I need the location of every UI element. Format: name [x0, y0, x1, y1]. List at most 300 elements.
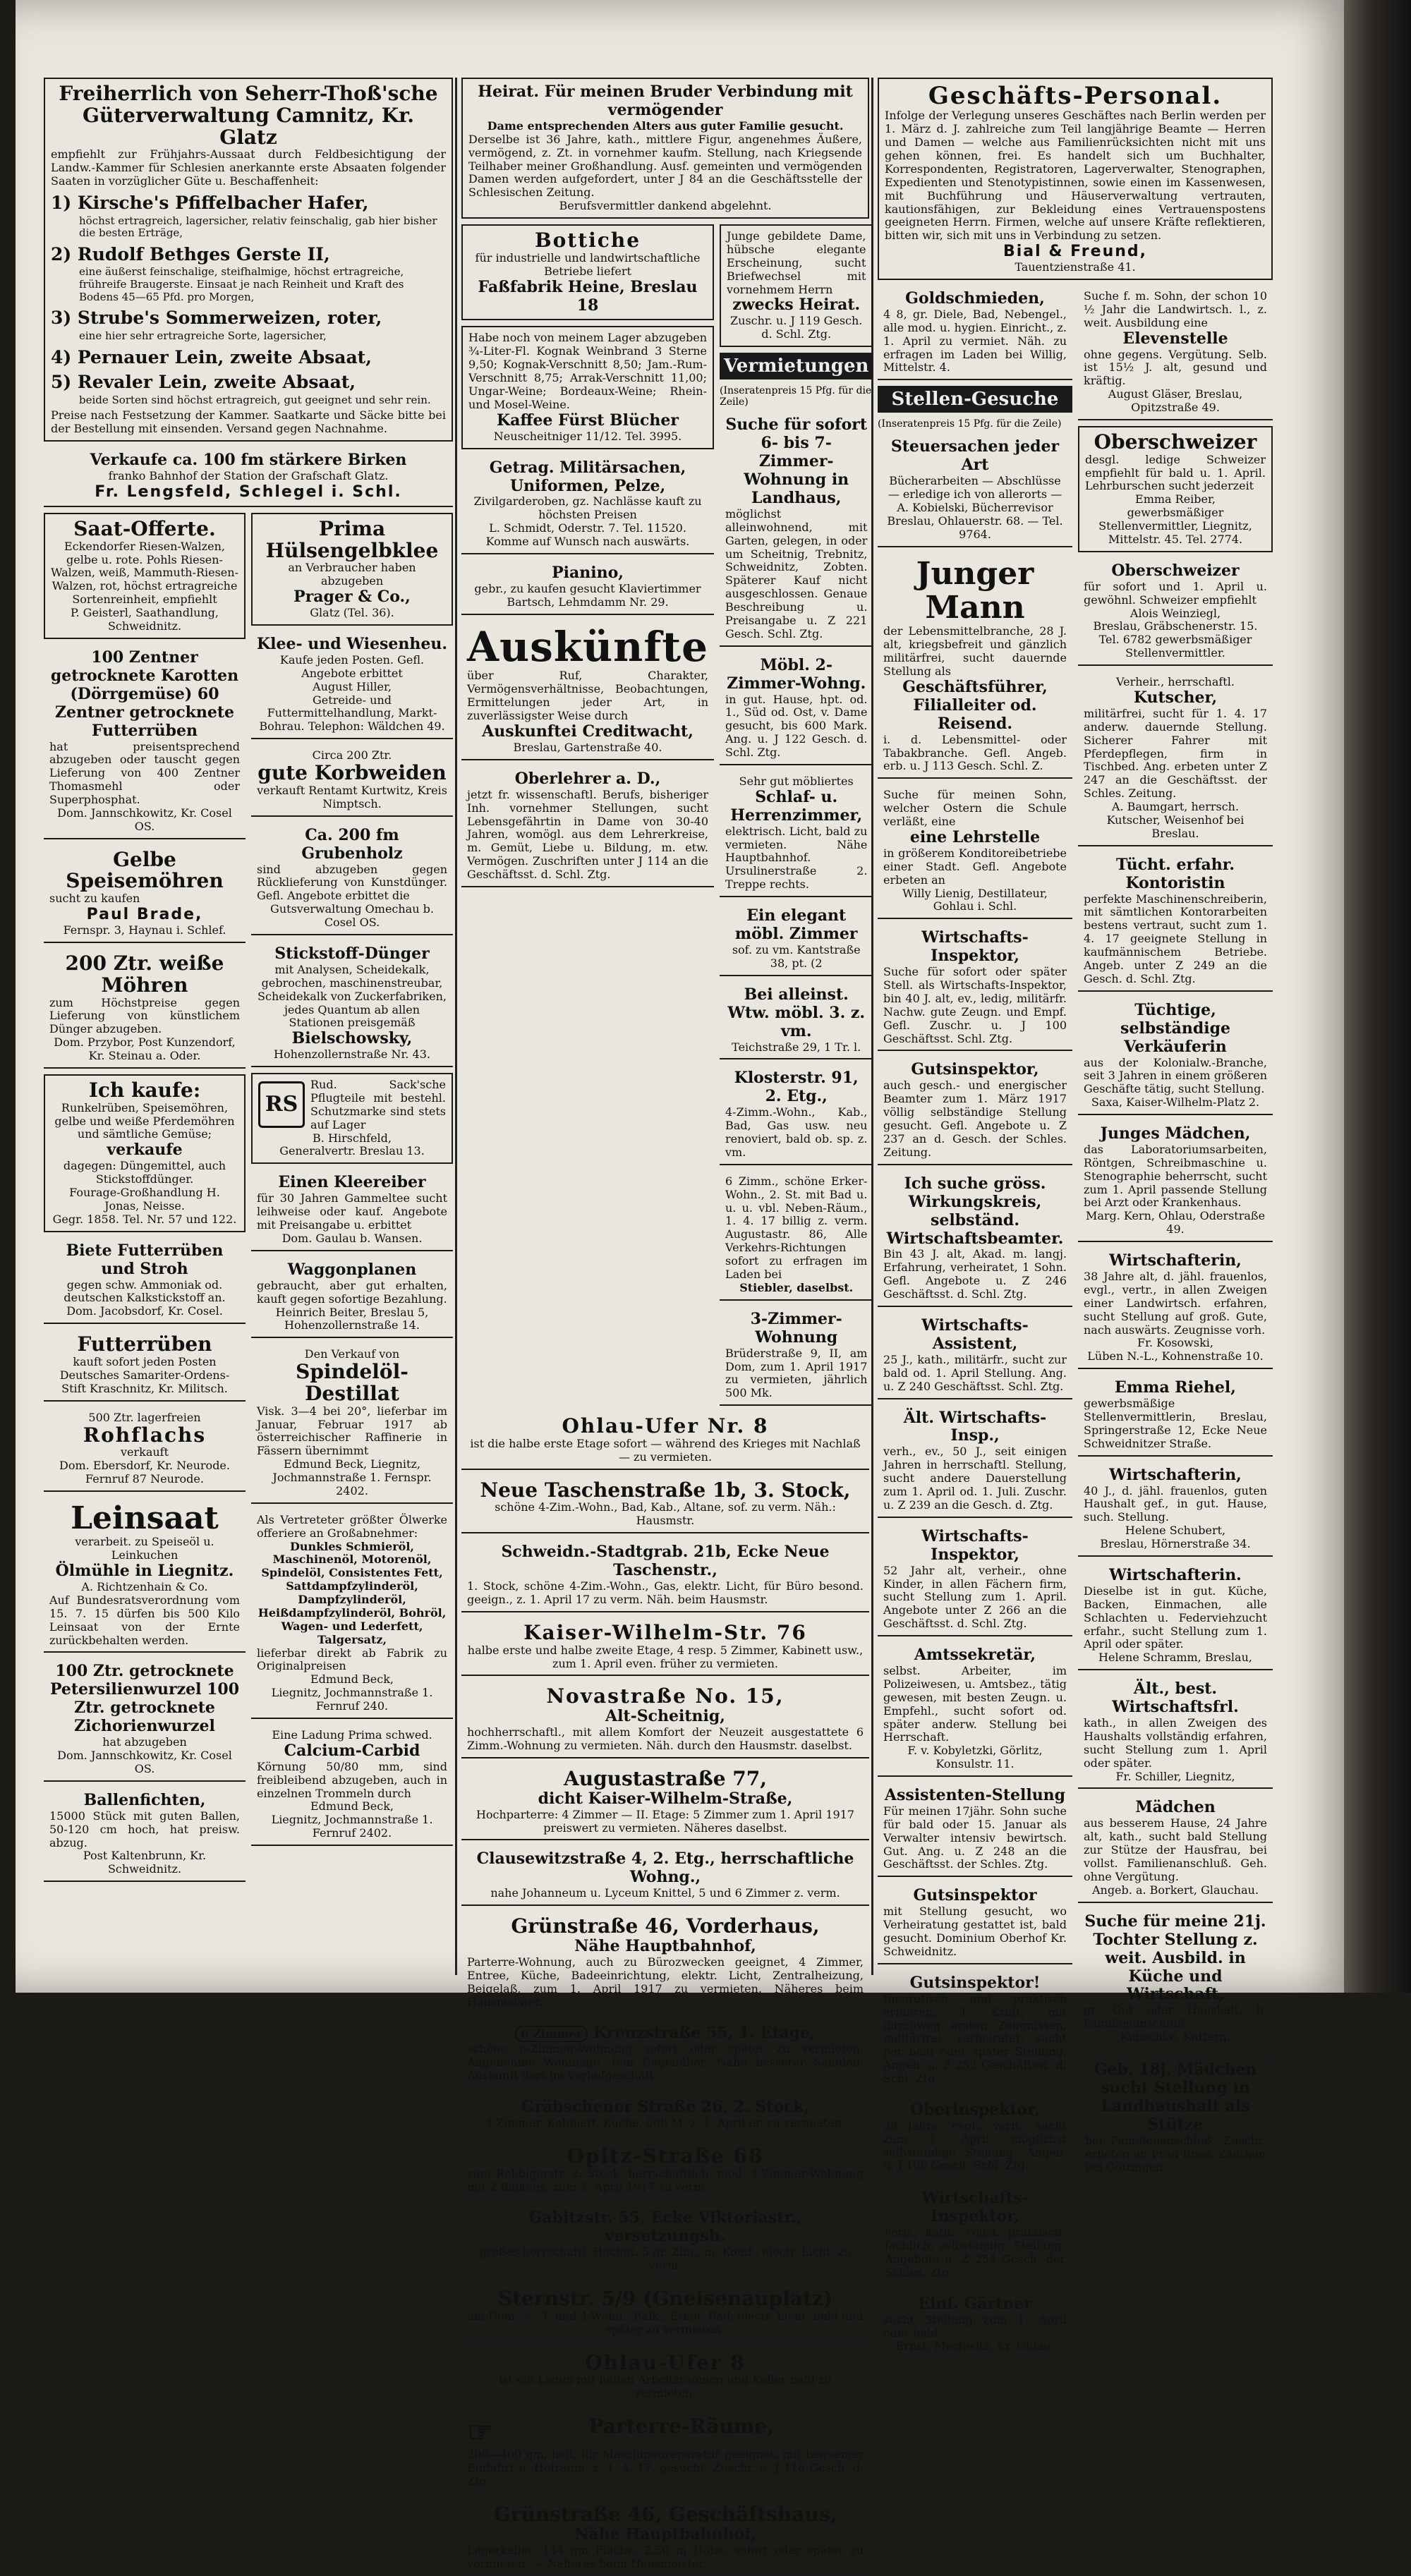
ad-title: Elevenstelle	[1122, 329, 1228, 348]
ad-title: Rohflachs	[83, 1423, 207, 1447]
ad-elegant	[720, 903, 873, 976]
ad-footer: Berufsvermittler dankend abgelehnt.	[559, 199, 772, 213]
list-item: 5) Revaler Lein, zweite Absaat,	[51, 372, 356, 393]
ad-body: kauft sofort jeden Posten Deutsches Samariter-Ordens-Stift Kraschnitz, Kr. Militsch.	[59, 1355, 230, 1395]
ad-body: mit Stellung gesucht, wo Verheiratung gestattet ist, bald gesucht. Dominium Oberhof Kr. Schweidnitz.	[883, 1904, 1067, 1958]
ad-gutsinsp2	[878, 1883, 1072, 1964]
ad-saat	[44, 513, 246, 639]
ad-body: i. d. Lebensmittel- oder Tabakbranche. Gefl. Angeb. erb. u. J 113 Gesch. Schl. Z.	[883, 732, 1067, 773]
ad-body: möglichst alleinwohnend, mit Garten, gelegen, in oder um Scheitnig, Trebnitz, Schweidnitz, Zobten. Späterer Kauf nicht ausgeschlossen. Genaue Beschreibung u. Preisangabe u. Z 221 Gesch. Schl. Ztg.	[725, 506, 868, 640]
ad-title: Sternstr. 5/9 (Gneisenauplatz)	[497, 2287, 833, 2311]
ad-body: gr. Gut oder Haushalt, b. Familienanschluß.	[1084, 2003, 1267, 2031]
ad-gruen1	[461, 1912, 869, 2015]
ad-body: bei Familienanschluß. Zuschr. erbeten an Frau Rose, Zanthen bei Göttingen.	[1085, 2133, 1266, 2174]
ad-body: Brüderstraße 9, II, am Dom, zum 1. April 1917 zu vermieten, jährlich 500 Mk.	[725, 1346, 868, 1400]
ad-body: Für meinen 17jähr. Sohn suche für bald oder 15. Januar als Verwalter intensiv bewirtsch. Gut. Ang. u. Z 248 an die Geschäftsst. der Schles. Ztg.	[883, 1804, 1067, 1871]
ad-body: Dieselbe ist in gut. Küche, Backen, Einmachen, alle Schlachten u. Federviehzucht erfahr., sucht Stellung zum 1. April oder später.	[1084, 1584, 1267, 1651]
ad-body: 15000 Stück mit guten Ballen, 50-120 cm hoch, hat preisw. abzug.	[49, 1809, 240, 1849]
ad-place: Breslau, Gräbschenerstr. 15. Tel. 6782 gewerbsmäßiger Stellenvermittler.	[1093, 619, 1258, 660]
ad-body: perfekte Maschinenschreiberin, mit sämtlichen Kontorarbeiten bestens vertraut, sucht zum 1. 4. 17 geeignete Stellung in kaufmännischem Betriebe. Angeb. unter Z 249 an die Gesch. d. Schl. Ztg.	[1084, 892, 1267, 985]
ad-carbid	[251, 1725, 453, 1846]
ad-kaiser	[461, 1618, 869, 1677]
ad-title: Spindelöl-Destillat	[296, 1360, 408, 1405]
ad-title: Calcium-Carbid	[284, 1741, 420, 1760]
ad-body: Zivilgarderoben, gz. Nachlässe kauft zu höchsten Preisen	[473, 494, 702, 522]
ad-footer: Preise nach Festsetzung der Kammer. Saatkarte und Säcke bitte bei der Bestellung mit einsenden. Versand gegen Nachnahme.	[51, 408, 446, 436]
ad-rohflachs	[44, 1407, 246, 1492]
ad-body: in größerem Konditoreibetriebe einer Stadt. Gefl. Angebote erbeten an	[883, 846, 1067, 887]
ad-top: Sehr gut möbliertes	[739, 774, 854, 788]
ad-body: hochherrschaftl., mit allem Komfort der Neuzeit ausgestattete 6 Zimm.-Wohnung zu vermieten. Näh. durch den Hausmstr. daselbst.	[467, 1725, 864, 1753]
ad-body: schöne 6-Zimmer-Wohnung sofort oder später zu vermieten. Angenehme Wohnlage, fein Gegenüber, Nähe besserer Schulen. Auskunft dort im Vorhofgeschäft.	[467, 2042, 864, 2083]
column-3	[878, 78, 1273, 2353]
ad-body: dagegen: Düngemittel, auch Stickstoffdünger.	[63, 1159, 226, 1186]
ad-wirt2	[878, 1524, 1072, 1636]
ad-title: Clausewitzstraße 4, 2. Etg., herrschaftliche Wohng.,	[476, 1849, 854, 1887]
ad-sub: zwecks Heirat.	[732, 296, 861, 315]
ad-name: Emma Reiber,	[1135, 492, 1216, 506]
ad-geb	[1078, 2055, 1273, 2180]
ad-name: Fr. Schiller, Liegnitz,	[1115, 1769, 1235, 1783]
ad-title: Novastraße No. 15,	[546, 1684, 785, 1708]
ad-name: P. Geisterl, Saathandlung, Schweidnitz.	[70, 606, 219, 633]
ad-body: verkauft	[120, 1445, 169, 1459]
ad-body: gebraucht, aber gut erhalten, kauft gegen sofortige Bezahlung.	[257, 1278, 447, 1306]
ad-title: Bei alleinst. Wtw. möbl. 3. z. vm.	[727, 985, 866, 1040]
ad-body: zum Höchstpreise gegen Lieferung von künstlichem Dünger abzugeben.	[49, 995, 240, 1036]
seed-list	[51, 193, 446, 406]
ad-title: Ohlau-Ufer 8	[585, 2350, 746, 2374]
ad-title	[467, 2024, 864, 2043]
ad-row	[44, 513, 453, 1888]
ad-name: Angeb. a. Borkert, Glauchau.	[1091, 1883, 1259, 1897]
ad-place: Tauentzienstraße 41.	[1015, 260, 1136, 274]
ad-belt	[1078, 1676, 1273, 1789]
ad-row	[461, 224, 872, 1411]
ad-junge	[720, 224, 873, 347]
ad-title: Junger Mann	[916, 555, 1034, 626]
newspaper-page	[16, 0, 1356, 2570]
ad-clausewitz	[461, 1846, 869, 1906]
ad-gabitz	[461, 2205, 869, 2278]
ad-body: 6 Zimm., schöne Erker-Wohn., 2. St. mit Bad u. u. u. vbl. Neben-Räum., 1. 4. 17 billig z. verm. Augustastr. 86, Alle Verkehrs-Richtungen sofort zu erfragen im Laden bei	[725, 1174, 868, 1281]
ad-karotten	[44, 645, 246, 839]
ad-title: eine Lehrstelle	[909, 827, 1041, 846]
ad-maedchen1	[1078, 1121, 1273, 1242]
ad-body: elektrisch. Licht, bald zu vermieten. Nähe Hauptbahnhof. Ursulinerstraße 2. Treppe rechts.	[725, 824, 868, 892]
ad-name: Helene Schramm, Breslau,	[1098, 1651, 1252, 1665]
ad-ballen	[44, 1787, 246, 1882]
ad-name: Dom. Gaulau b. Wansen.	[281, 1231, 423, 1245]
ad-name: Dom. Jannschkowitz, Kr. Cosel OS.	[57, 806, 232, 833]
ad-body: gebr., zu kaufen gesucht Klaviertimmer	[474, 581, 701, 595]
ad-title: Oberschweizer	[1111, 561, 1240, 580]
ad-bottiche	[461, 224, 714, 320]
ad-body: 38 Jahre alt, d. jähl. frauenlos, evgl., vertr., in allen Zweigen einer Landwirtsch. erfahren, sucht Stellung auf groß. Gute, nach auswärts. Zeugnisse vorh.	[1084, 1270, 1267, 1337]
ad-birken	[44, 447, 453, 507]
ad-name: Dom. Jacobsdorf, Kr. Cosel.	[66, 1304, 223, 1318]
ad-klee	[251, 631, 453, 739]
ad-body: großes herrschaftl. Hochpt. 5 gr. Zim., m. Komf., electr. Licht, zu verm.	[479, 2245, 852, 2273]
ad-body: ist die halbe erste Etage sofort — während des Krieges mit Nachlaß — zu vermieten.	[470, 1436, 861, 1464]
ad-title: Geschäfts-Personal.	[928, 82, 1223, 110]
ad-graeb	[461, 2094, 869, 2136]
ad-sub: Alt-Scheitnig,	[605, 1707, 725, 1726]
ad-name: August Hiller,	[313, 679, 392, 693]
ad-body: auch gesch.- und energischer Beamter zum 1. März 1917 völlig selbständige Stellung gesucht. Gefl. Angebote u. Z 237 an d. Gesch. der Schles. Zeitung.	[883, 1079, 1067, 1159]
ad-title-text: Parterre-Räume,	[588, 2414, 775, 2438]
ad-body: Eckendorfer Riesen-Walzen, gelbe u. rote. Pohls Riesen-Walzen, weiß, Mammuth-Riesen-Walzen, rot, höchst ertragreiche Sortenreinheit, empfiehlt	[51, 539, 238, 607]
ad-verkaeuferin	[1078, 997, 1273, 1115]
ad-body: für 30 Jahren Gammeltee sucht leihweise oder kauf. Angebote mit Preisangabe u. erbittet	[257, 1191, 447, 1232]
ad-place: Lüben N.-L., Kohnenstraße 10.	[1087, 1349, 1264, 1363]
ad-futterrueben	[44, 1330, 246, 1401]
ad-body: an Verbraucher haben abzugeben	[288, 561, 416, 588]
ad-waggon	[251, 1257, 453, 1338]
ad-wirtin2	[1078, 1462, 1273, 1557]
ad-title: Gutsinspektor,	[911, 1060, 1039, 1079]
ad-title: Einf. Gärtner	[918, 2294, 1032, 2313]
ad-body: 25 J., kath., militärfr., sucht zur bald od. 1. April Stellung. Ang. u. Z 240 Geschäftsst. Schl. Ztg.	[883, 1352, 1067, 1393]
ad-kloster	[720, 1065, 873, 1165]
ad-gruen2	[461, 2500, 869, 2576]
ad-title: Biete Futterrüben und Stroh	[66, 1241, 224, 1278]
ad-title: Waggonplanen	[287, 1260, 417, 1279]
ad-name: Paul Brade,	[86, 906, 203, 924]
ad-oberlehrer	[461, 766, 714, 887]
ad-name: Kunschke, Kattern.	[1120, 2030, 1230, 2044]
ad-title: Augustastraße 77,	[564, 1766, 767, 1790]
ad-title: Freiherrlich von Seherr-Thoß'sche Güterverwaltung Camnitz, Kr. Glatz	[59, 82, 438, 149]
ad-title: 100 Zentner getrocknete Karotten (Dörrgemüse) 60 Zentner getrocknete Futterrüben	[50, 648, 239, 740]
ad-title: Ich kaufe:	[88, 1078, 201, 1102]
ad-allein	[720, 982, 873, 1060]
ad-title: Grünstraße 46, Geschäftshaus,	[493, 2502, 837, 2526]
ad-title: Klee- und Wiesenheu.	[257, 635, 447, 654]
ad-name: F. v. Kobyletzki, Görlitz, Konsulstr. 11.	[907, 1744, 1043, 1771]
ad-opitz	[461, 2141, 869, 2200]
ad-spindel	[251, 1344, 453, 1504]
ad-body: verarbeit. zu Speiseöl u. Leinkuchen	[75, 1535, 214, 1562]
ad-gueterverwaltung	[44, 78, 453, 442]
ad-neue	[461, 1476, 869, 1534]
ad-ober1	[1078, 426, 1273, 552]
ad-name: Dom. Ebersdorf, Kr. Neurode.	[59, 1459, 230, 1473]
ad-name: Dom. Jannschkowitz, Kr. Cosel OS.	[57, 1749, 232, 1775]
ad-name: A. Kobielski, Bücherrevisor	[897, 500, 1053, 514]
ad-title: Schweidn.-Stadtgrab. 21b, Ecke Neue Taschenstr.,	[501, 1543, 830, 1580]
ad-prima	[251, 513, 453, 626]
ad-body: 300—400 qm, hell, für Maschinenreparatur geeignet, mit bequemer Einfahrt u. Hofraum, z. 1. 4. 17. gesucht. Zuschr. u. J 118 Gesch. d. Ztg.	[467, 2448, 864, 2489]
ad-top: Verheir., herrschaftl.	[1116, 675, 1235, 689]
ad-schlaf	[720, 771, 873, 897]
ad-title: Junges Mädchen,	[1100, 1124, 1251, 1143]
ad-tochter	[1078, 1909, 1273, 2050]
ad-title: Tücht. erfahr. Kontoristin	[1115, 855, 1235, 892]
ad-body: das Laboratoriumsarbeiten, Röntgen, Schreibmaschine u. Stenographie beherrscht, sucht zum 1. April passende Stellung bei Arzt oder Krankenhaus.	[1084, 1142, 1267, 1210]
ad-assist2	[878, 1782, 1072, 1877]
ad-name: Fr. Lengsfeld, Schlegel i. Schl.	[95, 482, 402, 501]
ad-body: sucht Stellung zum 1. April oder bald.	[883, 2312, 1067, 2340]
ad-wirt1	[878, 925, 1072, 1051]
ad-name: Heinrich Beiter, Breslau 5,	[275, 1305, 429, 1319]
ad-moehren	[44, 949, 246, 1069]
ad-name: L. Schmidt, Oderstr. 7. Tel. 11520.	[489, 521, 686, 535]
ad-name: Prager & Co.,	[293, 588, 411, 607]
ad-title: 100 Ztr. getrocknete Petersilienwurzel 100 Ztr. getrocknete Zichorienwurzel	[49, 1662, 240, 1736]
ad-title: Emma Riehel,	[1115, 1378, 1236, 1397]
ad-body: zum Rebbigerstr. 2. Stock, herrschaftlich. mod. 4-Zimmer-Wohnung mit 2 Balkons, zum 1. April 1917 zu verm.	[467, 2166, 864, 2194]
ad-body: Bin 43 J. alt, Akad. m. langj. Erfahrung, verheiratet, 1 Sohn. Gefl. Angebote u. Z 246 Geschäftsst. d. Schl. Ztg.	[883, 1247, 1067, 1301]
ad-top: Den Verkauf von	[304, 1347, 400, 1361]
column-rule	[455, 78, 457, 1975]
ad-title: Möbl. 2-Zimmer-Wohng.	[727, 655, 866, 693]
ad-name: Edmund Beck,	[310, 1672, 394, 1687]
ad-kaufe	[44, 1074, 246, 1232]
ad-name: Bial & Freund,	[1003, 243, 1148, 261]
binding-edge	[1344, 0, 1411, 1993]
ad-name: Edmund Beck,	[310, 1799, 394, 1813]
ad-title: Assistenten-Stellung	[884, 1786, 1066, 1805]
ad-body: 40 J., d. jähl. frauenlos, guten Haushalt gef., in gut. Hause, such. Stellung.	[1084, 1483, 1267, 1524]
ad-body: hat abzugeben	[102, 1735, 187, 1749]
ad-title: Kaiser-Wilhelm-Str. 76	[523, 1620, 807, 1644]
ad-title: Schlaf- u. Herrenzimmer,	[730, 787, 863, 825]
list-item: 1) Kirsche's Pfiffelbacher Hafer,	[51, 193, 369, 214]
list-item-desc: höchst ertragreich, lagersicher, relativ feinschalig, gab hier bisher die besten Erträge,	[79, 214, 437, 240]
ad-kreuz	[461, 2020, 869, 2089]
ad-body: desgl. ledige Schweizer empfiehlt für bald u. 1. April. Lehrburschen sucht jederzeit	[1085, 452, 1266, 493]
ad-nova	[461, 1682, 869, 1758]
ad-name: Bielschowsky,	[291, 1029, 413, 1048]
ad-title: Wirtschafterin,	[1109, 1465, 1242, 1484]
ad-title: Gabitzstr. 55, Ecke Viktoriastr., versetzungsh.	[528, 2209, 802, 2246]
ad-body: gegen schw. Ammoniak od. deutschen Kalkstickstoff an.	[63, 1277, 226, 1305]
ad-title: Gräbschener Straße 26, 2. Stock,	[521, 2098, 810, 2117]
ad-title-text: Kreuzstraße 55, 1. Etage,	[593, 2024, 816, 2043]
ad-body: Teichstraße 29, 1 Tr. l.	[732, 1040, 861, 1054]
ad-body: franko Bahnhof der Station der Grafschaft Glatz.	[108, 469, 389, 483]
ad-name: Faßfabrik Heine, Breslau 18	[478, 277, 698, 315]
ad-row	[878, 286, 1273, 2364]
ad-sub: Nähe Hauptbahnhof,	[574, 1937, 756, 1956]
ad-alt	[878, 1405, 1072, 1518]
ad-place: Hohenzollernstraße 14.	[284, 1318, 420, 1332]
ad-place: Glatz (Tel. 36).	[310, 606, 394, 620]
ad-title: Amtssekretär,	[914, 1646, 1036, 1665]
ad-place: Gegr. 1858. Tel. Nr. 57 und 122.	[52, 1212, 237, 1226]
ad-name: August Gläser, Breslau, Opitzstraße 49.	[1108, 387, 1243, 415]
ad-body: aus der Kolonialw.-Branche, seit 3 Jahren in einem größeren Geschäfte tätig, sucht Stellung.	[1084, 1055, 1267, 1096]
ad-title: Suche für sofort 6- bis 7-Zimmer-Wohnung in Landhaus,	[725, 415, 867, 507]
ad-place: Generalvertr. Breslau 13.	[279, 1144, 425, 1158]
ad-body: verh., kath., vollst. praktisch, fachlich, selbständig, Stellung. Angebote u. Z 254 Gesch. der Schles. Ztg.	[885, 2225, 1065, 2279]
ad-ober3	[878, 2097, 1072, 2178]
ad-place: Neuscheitniger 11/12. Tel. 3995.	[493, 429, 682, 443]
ad-body: 4-Zimm.-Wohn., Kab., Bad, Gas usw. neu renoviert, bald ob. sp. z. vm.	[725, 1105, 868, 1159]
ad-title: Leinsaat	[71, 1500, 219, 1536]
ad-place: Breslau, Hörnerstraße 34.	[1100, 1537, 1251, 1551]
ad-body: 4 8, gr. Diele, Bad, Nebengel., alle mod. u. hygien. Einricht., z. 1. April zu vermiet. Näh. zu erfragen im Laden bei Willig, Mittelstr. 4.	[883, 307, 1067, 375]
rs-logo-icon: RS	[258, 1081, 305, 1128]
list-item: 4) Pernauer Lein, zweite Absaat,	[51, 346, 372, 367]
ad-name: Ölmühle in Liegnitz.	[55, 1562, 234, 1581]
ad-title: Ca. 200 fm Grubenholz	[301, 825, 403, 863]
ad-list: Dunkles Schmieröl, Maschinenöl, Motorenöl, Spindelöl, Consistentes Fett, Sattdampfzylinderöl, Dampfzylinderöl, Heißdampfzylinderöl, Bohröl, Wagen- und Lederfett, Talgersatz,	[258, 1539, 447, 1646]
ad-body: mit Analysen, Scheidekalk, gebrochen, maschinenstreubar, Scheidekalk von Zuckerfabriken, jedes Quantum ab allen Stationen preisgemäß	[258, 962, 447, 1030]
ad-landhaus	[720, 412, 873, 647]
ad-body: verh., ev., 50 J., seit einigen Jahren in herrschaftl. Stellung, sucht andere Dauerstellung zum 1. April od. 1. Juli. Zuschr. u. Z 239 an die Gesch. d. Ztg.	[883, 1445, 1067, 1512]
ad-body: Suche für sofort oder später Stell. als Wirtschafts-Inspektor, bin 40 J. alt, ev., ledig, militärfr. Nachw. gute Zeugn. und Empf. Gefl. Zuschr. u. J 100 Geschäftsst. Schl. Ztg.	[883, 965, 1067, 1045]
ad-title: Tüchtige, selbständige Verkäuferin	[1120, 1000, 1231, 1056]
ad-personal	[878, 78, 1273, 280]
ad-place: Hohenzollernstraße Nr. 43.	[274, 1047, 430, 1062]
ad-title: Geb. 18j. Mädchen sucht Stellung in Landhaushalt als Stütze	[1094, 2060, 1257, 2134]
ad-title: Wirtschafts-Inspektor,	[921, 2189, 1029, 2226]
ad-body: nahe Johanneum u. Lyceum Knittel, 5 und 6 Zimmer z. verm.	[490, 1886, 840, 1900]
ad-place: Breslau, Gartenstraße 40.	[513, 740, 662, 754]
ad-stroh	[44, 1238, 246, 1325]
ad-name: Kaffee Fürst Blücher	[496, 411, 679, 430]
ad-emma	[1078, 1375, 1273, 1456]
ad-body: Habe noch von meinem Lager abzugeben ¾-Liter-Fl. Kognak Weinbrand 3 Sterne 9,50; Kognak-Verschnitt 8,50; Jam.-Rum-Verschnitt 8,75; Arrak-Verschnitt 11,00; Ungar-Weine; Bordeaux-Weine; Rhein- und Mosel-Weine.	[468, 331, 707, 411]
ad-title: Neue Taschenstraße 1b, 3. Stock,	[480, 1478, 851, 1502]
ad-body: halbe erste und halbe zweite Etage, 4 resp. 5 Zimmer, Kabinett usw., zum 1. April even. früher zu vermieten.	[467, 1643, 864, 1670]
ad-body: Körnung 50/80 mm, sind freibleibend abzugeben, auch in einzelnen Trommeln durch	[257, 1759, 447, 1800]
ad-body: 1. Stock, schöne 4-Zim.-Wohn., Gas, elektr. Licht, für Büro besond. geeign., z. 1. April 17 zu verm. Näh. beim Hausmstr.	[467, 1579, 864, 1607]
ad-place: Liegnitz, Jochmannstraße 1. Fernruf 2402.	[271, 1813, 433, 1840]
ad-body: in gut. Hause, hpt. od. 1., Süd od. Ost, v. Dame gesucht, bis 600 Mark. Ang. u. J 122 Gesch. d. Schl. Ztg.	[725, 692, 868, 760]
ad-body: lieferbar direkt ab Fabrik zu Originalpreisen	[257, 1646, 447, 1673]
ad-body: Hochparterre: 4 Zimmer — II. Etage: 5 Zimmer zum 1. April 1917 preiswert zu vermieten. Näheres daselbst.	[476, 1807, 855, 1835]
ad-name: Stiebler, daselbst.	[739, 1280, 854, 1294]
ad-body: der Lebensmittelbranche, 28 J. alt, kriegsbefreit und gänzlich militärfrei, sucht dauernde Stellung als	[883, 624, 1067, 678]
ad-title: Prima	[318, 516, 386, 540]
ad-peter	[44, 1658, 246, 1781]
ad-name: Gutsverwaltung Omechau b. Cosel OS.	[270, 902, 434, 930]
ad-body: theoretisch und praktisch erfahren, 1 Kraft, mit durchweg ersten Zeugnissen, militärfrei, verheiratet, sucht per bald oder später Stellung. Angeb. u. Z 252 Geschäftsst. d. Schl. Ztg.	[883, 1991, 1067, 2085]
ad-sub: Circa 200 Ztr.	[312, 748, 392, 763]
ad-body: über Ruf, Charakter, Vermögensverhältnisse, Beobachtungen, Ermittelungen jeder Art, in zuverlässigster Weise durch	[467, 669, 708, 723]
ad-gaertner	[878, 2291, 1072, 2359]
ad-gelbe	[44, 845, 246, 943]
list-item: 3) Strube's Sommerweizen, roter,	[51, 308, 382, 329]
ad-steuer	[878, 434, 1072, 547]
ad-title: Bottiche	[534, 229, 641, 253]
ad-sub: Geschäftsführer, Filialleiter od. Reisend.	[902, 677, 1048, 733]
ad-elev	[1078, 286, 1273, 420]
ad-title: Pianino,	[552, 563, 624, 582]
ad-body: hat preisentsprechend abzugeben oder tauscht gegen Lieferung von 400 Zentner Thomasmehl oder Superphosphat.	[49, 739, 240, 807]
ad-title: Gutsinspektor!	[909, 1973, 1041, 1992]
ad-body: Parterre-Wohnung, auch zu Bürozwecken geeignet, 4 Zimmer, Entree, Küche, Badeeinrichtung, elektr. Licht, Zentralheizung, Beigelaß, zum 1. April 1917 zu vermieten. Näheres beim Hausmeister.	[467, 1955, 864, 2009]
column-2	[461, 78, 872, 2570]
ad-body: sind abzugeben gegen Rücklieferung von Kunstdünger. Gefl. Angebote erbittet die	[257, 862, 447, 903]
section-header-vermietungen: Vermietungen	[720, 353, 873, 379]
ad-name: Bartsch, Lehmdamm Nr. 29.	[507, 595, 669, 609]
ad-sub: verkaufe	[107, 1141, 183, 1160]
ad-amt	[878, 1642, 1072, 1777]
ad-stelle	[878, 784, 1072, 919]
ad-leinsaat	[44, 1497, 246, 1653]
ad-title: Oberschweizer	[1094, 430, 1257, 454]
ad-ohlau2	[461, 2348, 869, 2407]
ad-body: 52 Jahr alt, verheir., ohne Kinder, in allen Fächern firm, sucht Stellung zum 1. April. Angebote unter Z 266 an die Geschäftsst. d. Schl. Ztg.	[883, 1563, 1067, 1631]
ad-name: Willy Lienig, Destillateur, Gohlau i. Schl.	[902, 886, 1048, 913]
ad-name: Fourage-Großhandlung H. Jonas, Neisse.	[69, 1186, 220, 1213]
ad-title: Getrag. Militärsachen, Uniformen, Pelze,	[489, 458, 686, 495]
ad-body: sof. zu vm. Kantstraße 38, pt. (2	[732, 942, 861, 970]
ad-body: Junge gebildete Dame, hübsche elegante Erscheinung, sucht Briefwechsel mit vornehmem Herrn	[727, 229, 866, 296]
ad-title: Ballenfichten,	[83, 1790, 206, 1809]
ad-title: Oberinspektor,	[910, 2100, 1040, 2119]
ad-moebl	[720, 652, 873, 765]
ad-footer: Zuschr. u. J 119 Gesch. d. Schl. Ztg.	[730, 314, 863, 341]
ad-body: Auf Bundesratsverordnung vom 15. 7. 15 dürfen bis 500 Kilo Leinsaat von der Ernte zurückbehalten werden.	[49, 1593, 240, 1647]
ad-sub: Nähe Hauptbahnhof,	[574, 2525, 756, 2544]
tag-6-zimmer: 6 Zimmer	[515, 2026, 588, 2042]
ad-title: Wirtschafts-Assistent,	[921, 1316, 1029, 1353]
ad-title: Goldschmieden,	[905, 288, 1045, 308]
ad-body: Runkelrüben, Speisemöhren, gelbe und weiße Pferdemöhren und sämtliche Gemüse;	[54, 1100, 235, 1141]
ad-title: Futterrüben	[77, 1332, 212, 1356]
ad-body: Bücherarbeiten — Abschlüsse — erledige ich von allerorts —	[888, 474, 1062, 502]
ad-name: Auskunftei Creditwacht,	[482, 722, 694, 741]
ad-title: 200 Ztr. weiße Möhren	[65, 951, 224, 997]
ad-wirtin1	[1078, 1248, 1273, 1369]
ad-stickstoff	[251, 941, 453, 1067]
list-item-desc: eine hier sehr ertragreiche Sorte, lagersicher,	[79, 329, 327, 342]
ad-body: kath., in allen Zweigen des Haushalts vollständig erfahren, sucht Stellung zum 1. April oder später.	[1084, 1716, 1267, 1770]
ad-name: Saxa, Kaiser-Wilhelm-Platz 2.	[1091, 1095, 1260, 1110]
ad-title: Ält. Wirtschafts-Insp.,	[903, 1408, 1047, 1445]
ad-body: Suche für meinen Sohn, welcher Ostern die Schule verläßt, eine	[883, 788, 1067, 829]
ad-body: 38 Jahre, evgl., verh., sucht zum 1. April möglichst selbständige Stellung. Angeb. u. J 106 Gesch. Schl. Ztg.	[883, 2118, 1067, 2173]
ad-wirkung	[878, 1171, 1072, 1307]
ad-place: Fernspr. 3, Haynau i. Schlef.	[63, 923, 226, 937]
ad-body: Suche f. m. Sohn, der schon 10 ½ Jahr die Landwirtsch. l., z. weit. Ausbildung eine	[1084, 288, 1267, 329]
ad-dreizimm	[720, 1306, 873, 1406]
ad-body: aus besserem Hause, 24 Jahre alt, kath., sucht bald Stellung zur Stütze der Hausfrau, bei vollst. Familienanschluß. Geh. ohne Vergütung.	[1084, 1816, 1267, 1883]
ad-place: Liegnitz, Jochmannstraße 1. Fernruf 240.	[271, 1686, 433, 1713]
section-subheader: (Inseratenpreis 15 Pfg. für die Zeile)	[878, 418, 1062, 430]
ad-body: jetzt fr. wissenschaftl. Berufs, bisheriger Inh. vornehmer Stellungen, sucht Lebensgefährtin in Dame von 30-40 Jahren, womögl. aus dem Lehrerkreise, m. Gemüt, Liebe u. Bildung, m. etw. Vermögen. Zuschriften unter J 114 an die Geschäftsst. d. Schl. Ztg.	[467, 787, 708, 881]
ad-pianino	[461, 560, 714, 615]
pointing-hand-icon: ☞	[467, 2414, 494, 2450]
ad-title: Oberlehrer a. D.,	[514, 769, 661, 788]
ad-maedchen2	[1078, 1794, 1273, 1902]
ad-title: Suche für meine 21j. Tochter Stellung z. weit. Ausbild. in Küche und Wirtschaft,	[1084, 1912, 1266, 2004]
ad-augusta	[461, 1764, 869, 1841]
ad-stern	[461, 2284, 869, 2343]
ad-name: A. Baumgart, herrsch. Kutscher, Weisenhof bei Breslau.	[1106, 800, 1245, 840]
ad-title: Gutsinspektor	[913, 1886, 1037, 1905]
ad-name: Post Kaltenbrunn, Kr. Schweidnitz.	[83, 1849, 207, 1876]
ad-title: Wirtschafterin,	[1109, 1251, 1242, 1270]
section-header-stellen-gesuche: Stellen-Gesuche	[878, 386, 1072, 413]
ad-body: empfiehlt zur Frühjahrs-Aussaat durch Feldbesichtigung der Landw.-Kammer für Schlesien anerkannte erste Absaaten folgender Saaten in vorzüglicher Güte u. Beschaffenheit:	[51, 147, 446, 188]
ad-name: Alois Weinziegl,	[1130, 606, 1221, 620]
ad-title	[467, 2414, 864, 2450]
ad-name: Fr. Kosowski,	[1137, 1336, 1213, 1350]
ad-body: sucht zu kaufen	[49, 892, 140, 906]
ad-body: Rud. Sack'sche Pflugteile mit bestehl. Schutzmarke sind stets auf Lager	[310, 1078, 446, 1131]
ad-name: Ernst, Mechwitz, Kr. Ohlau.	[895, 2339, 1055, 2353]
ad-sub: 500 Ztr. lagerfreien	[88, 1410, 201, 1424]
column-1	[44, 78, 453, 1982]
ad-kaffee	[461, 326, 714, 449]
ad-title: gute Korbweiden	[258, 761, 447, 785]
